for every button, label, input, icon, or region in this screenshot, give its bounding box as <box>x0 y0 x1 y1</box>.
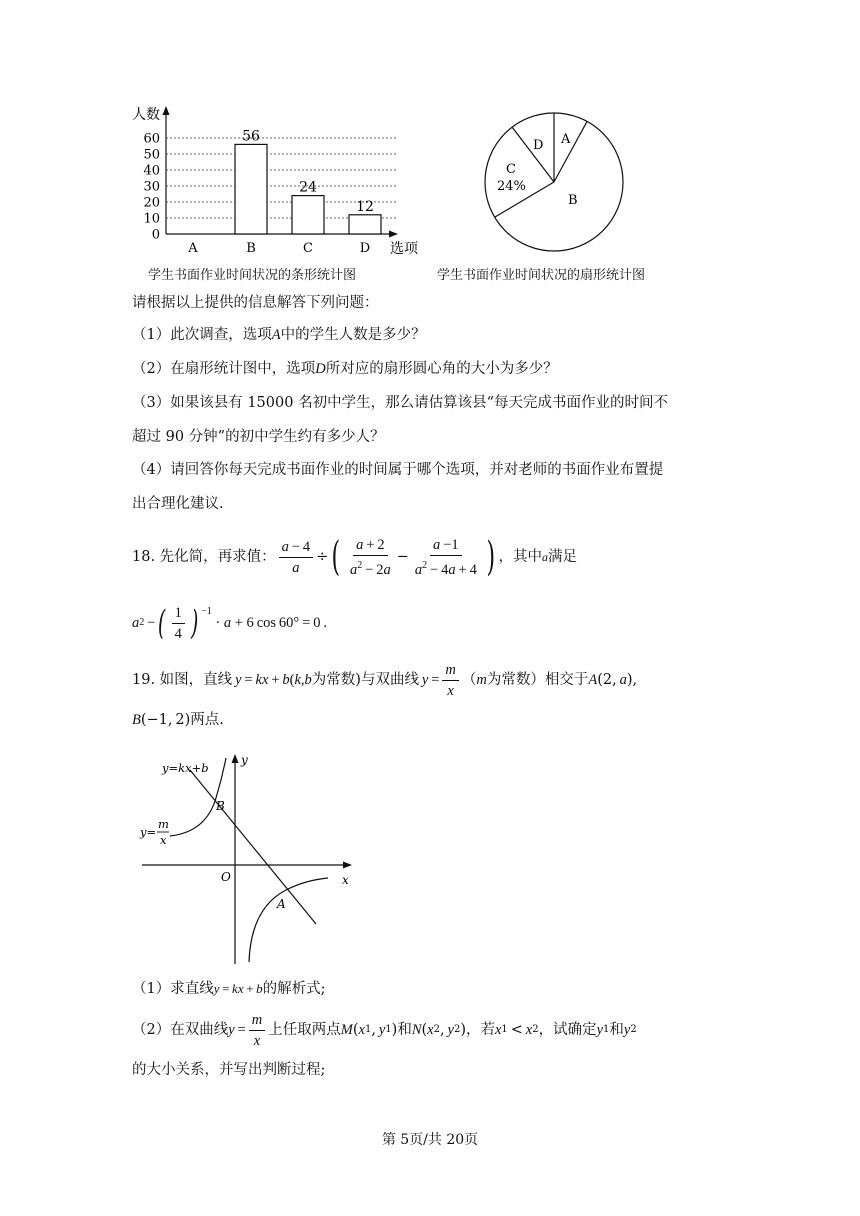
x-axis-label: 选项 <box>390 241 418 257</box>
graph-point-b: B <box>216 799 225 813</box>
q18-line1: 18. 先化简，再求值： $\frac{a - 4}{a}$ ÷ ( $\frac{a + 2}{a^2 - 2a}$ − $\frac{a -1}{a^2 - 4a + 4}$ ) ，其中 a 满足 <box>132 534 577 580</box>
pie-label-d: D <box>533 138 544 153</box>
graph-line-label: y=kx+b <box>162 761 209 775</box>
bar-chart-caption: 学生书面作业时间状况的条形统计图 <box>148 268 357 283</box>
q19-part2-line2: 的大小关系，并写出判断过程; <box>132 1062 326 1078</box>
q19-number: 19. <box>132 672 156 688</box>
page-footer: 第 5页/共 20页 <box>381 1132 479 1148</box>
pie-label-b: B <box>568 193 578 208</box>
graph-point-a: A <box>277 897 286 911</box>
graph-hyp-label-pre: y= <box>140 825 157 839</box>
q19-part2-line1: （2）在双曲线 y = $\frac{m}{x}$ 上任取两点 M ( x 1 , y 1 ) 和 N ( x 2 , y 2 ) ，若 x 1 < x 2 ，试确定 y 1 和 y 2 <box>132 1011 637 1049</box>
q17-part2: （2）在扇形统计图中，选项D所对应的扇形圆心角的大小为多少？ <box>132 361 558 377</box>
q19-line1: 19. 如图，直线 y = kx + b(k,b 为常数)与双曲线 y = $\frac{m}{x}$ （ m 为常数）相交于 A (2, a ) , <box>132 661 638 699</box>
y-axis-label: 人数 <box>132 107 160 123</box>
q18-condition: a 2 − ( $\frac{1}{4}$ ) $^{-1}$ · a + 6 cos 60° = 0 . <box>132 603 327 643</box>
graph-hyp-label-den: x <box>160 833 167 847</box>
bar-value-label: 24 <box>299 179 317 196</box>
bar-chart <box>128 102 428 262</box>
bar-c <box>292 196 324 234</box>
q17-part1: （1）此次调查，选项A中的学生人数是多少？ <box>132 327 426 343</box>
graph-origin-label: O <box>221 870 231 884</box>
q17-part4-line2: 出合理化建议. <box>132 496 224 512</box>
q19-part1: （1）求直线y = kx + b的解析式; <box>132 981 326 997</box>
bar-category-label: D <box>359 241 371 256</box>
bar-d <box>349 215 381 234</box>
pie-label-c: C <box>506 162 516 177</box>
bar-y-tick: 20 <box>143 195 160 211</box>
bar-value-label: 12 <box>356 198 374 215</box>
q17-part4-line1: （4）请回答你每天完成书面作业的时间属于哪个选项，并对老师的书面作业布置提 <box>132 462 664 478</box>
bar-y-tick: 30 <box>143 179 160 195</box>
q19-line2: B(−1, 2)两点. <box>132 712 224 728</box>
bar-y-tick: 40 <box>143 163 160 179</box>
bar-category-label: B <box>246 241 256 256</box>
bar-y-tick: 50 <box>143 147 160 163</box>
bar-value-label: 56 <box>242 128 260 145</box>
bar-b <box>235 144 267 234</box>
q18-number: 18. <box>132 549 156 565</box>
bar-category-label: C <box>303 241 313 256</box>
pie-chart <box>482 110 632 260</box>
graph-y-label: y <box>241 753 248 767</box>
q19-graph <box>136 748 356 970</box>
q17-part3-line1: （3）如果该县有 15000 名初中学生，那么请估算该县“每天完成书面作业的时间不 <box>132 395 668 411</box>
q17-part3-line2: 超过 90 分钟”的初中学生约有多少人？ <box>132 429 385 445</box>
bar-y-tick: 0 <box>151 227 160 243</box>
bar-category-label: A <box>188 241 198 256</box>
pie-label-a: A <box>561 132 571 147</box>
graph-hyp-label-num: m <box>158 817 169 831</box>
q17-intro: 请根据以上提供的信息解答下列问题： <box>132 295 379 311</box>
bar-y-tick: 10 <box>143 211 160 227</box>
bar-y-tick: 60 <box>143 131 160 147</box>
pie-label-c-percent: 24% <box>497 179 526 194</box>
graph-x-label: x <box>342 873 349 887</box>
pie-chart-caption: 学生书面作业时间状况的扇形统计图 <box>437 268 646 283</box>
